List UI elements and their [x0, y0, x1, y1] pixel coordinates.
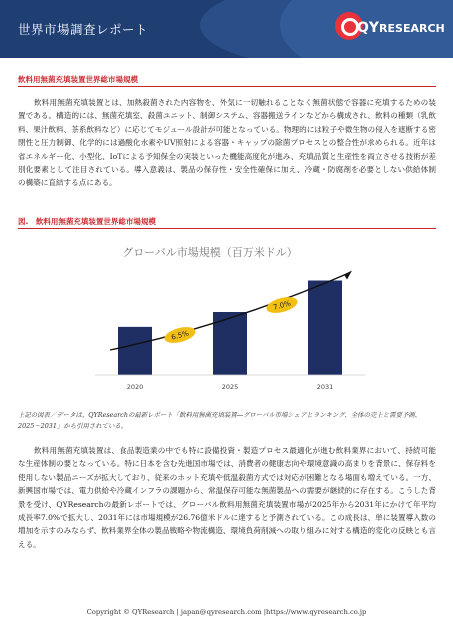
figure-title: 図. 飲料用無菌充填装置世界総市場規模: [18, 217, 156, 226]
x-tick-label: 2020: [126, 383, 144, 391]
figure-divider: [18, 228, 436, 229]
cagr-label: 7.0%: [272, 299, 292, 312]
bar-2020: [118, 327, 152, 375]
x-tick-label: 2031: [316, 383, 334, 391]
market-size-chart: [80, 240, 380, 400]
section-title: 飲料用無菌充填装置世界総市場規模: [18, 75, 138, 84]
x-tick-label: 2025: [221, 383, 239, 391]
body-paragraph: 飲料用無菌充填装置は、食品製造業の中でも特に設備投資・製造プロセス最適化が進む飲料業界において、持続可能な生産体制の要となっている。特に日本を含む先進国市場では、消費者の健康志向や環境意識の高まりを背景に、保存料を使用しない製品ニーズが拡大しており、従来のホット充填や低温殺菌方式では対応が困難となる場面も増えている。一方、新興国市場では、電力供給や冷蔵インフラの課題から、常温保存可能な無菌製品への需要が継続的に存在する。こうした背景を受け、QYResearchの最新レポートでは、グローバル飲料用無菌充填装置市場が2025年から2031年にかけて年平均成長率7.0%で拡大し、2031年には市場規模が26.76億米ドルに達すると予測されている。この成長は、単に装置導入数の増加を示すのみならず、飲料業界全体の製品戦略や物流構造、環境負荷削減への取り組みに対する構造的変化の反映とも言える。: [18, 446, 436, 549]
figure-caption: 上記の図表／データは、QYResearchの最新レポート「飲料用無菌充填装置―グローバル市場シェアとランキング、全体の売上と需要予測、2025～2031」から引用されている。: [18, 411, 422, 430]
section-divider: [18, 86, 436, 87]
logo-text: QYRESEARCH: [357, 20, 445, 36]
bar-2031: [308, 281, 342, 376]
page-header: [0, 0, 453, 58]
cagr-label: 6.5%: [170, 329, 190, 342]
header-title: 世界市場調査レポート: [18, 22, 149, 37]
qyresearch-logo: [335, 10, 445, 50]
chart-title: グローバル市場規模（百万米ドル）: [122, 246, 298, 259]
page-footer: Copyright © QYResearch | japan@qyresearch.com |https://www.qyresearch.co.jp: [86, 608, 367, 616]
chart-svg: [80, 240, 380, 400]
intro-paragraph: 飲料用無菌充填装置とは、加熱殺菌された内容物を、外気に一切触れることなく無菌状態で容器に充填するための装置である。構造的には、無菌充填室、殺菌ユニット、制御システム、容器搬送ラインなどから構成され、飲料の種類（乳飲料、果汁飲料、茶系飲料など）に応じてモジュール設計が可能となっている。物理的には粒子や微生物の侵入を遮断する密閉性と圧力制御、化学的には過酸化水素やUV照射による容器・キャップの除菌プロセスとの整合性が求められる。近年は省エネルギー化、小型化、IoTによる予知保全の実装といった機能高度化が進み、充填品質と生産性を両立させる技術が差別化要素として注目されている。導入意義は、製品の保存性・安全性確保に加え、冷蔵・防腐剤を必要としない供給体制の構築に直結する点にある。: [18, 98, 436, 188]
trend-arrow-head: [344, 271, 352, 280]
